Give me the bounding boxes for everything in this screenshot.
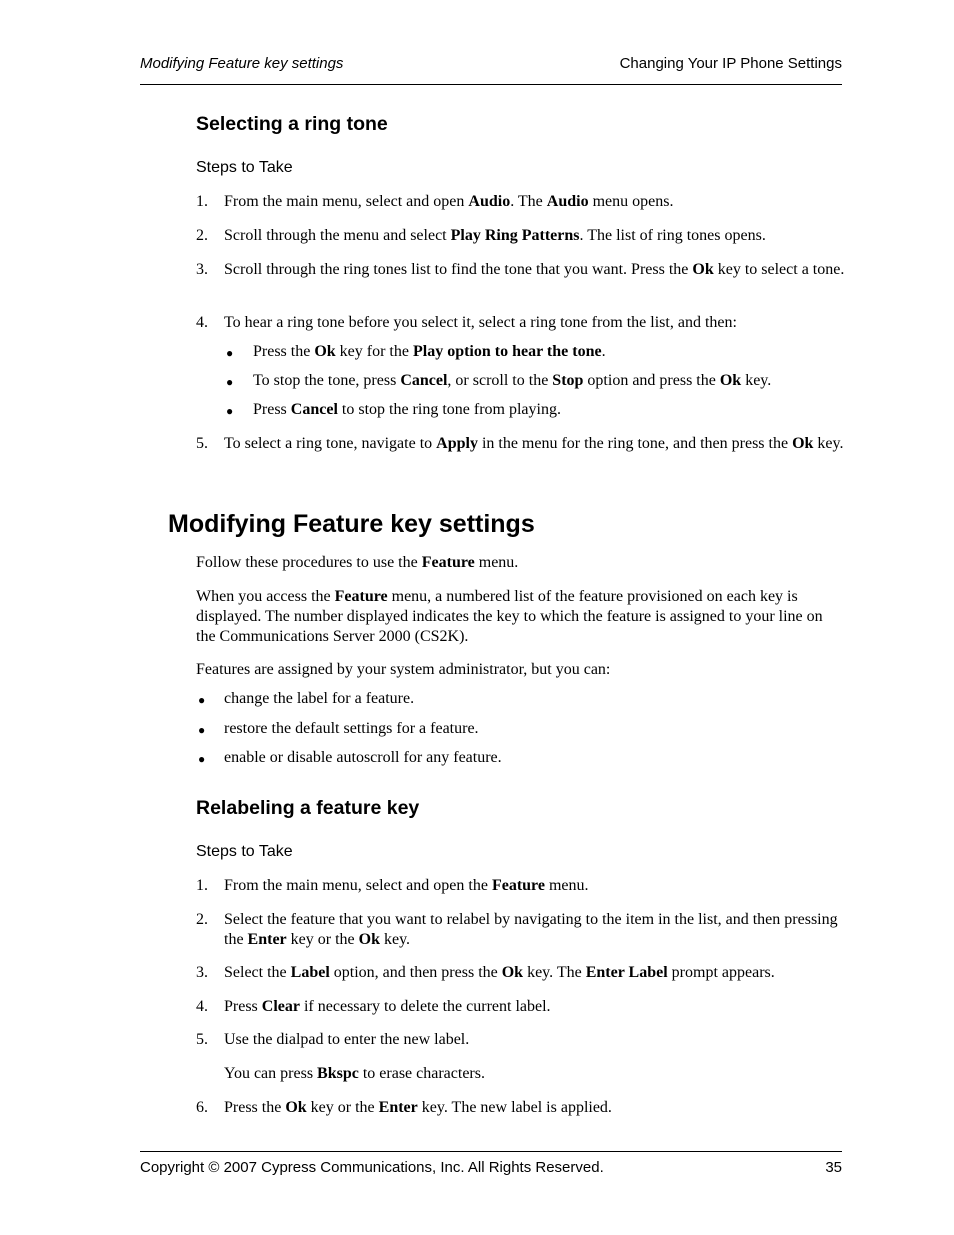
bold-term: Clear: [261, 998, 300, 1015]
page-number: 35: [825, 1159, 842, 1176]
bold-term: Play Ring Patterns: [450, 227, 580, 244]
feature-intro-paragraph: Follow these procedures to use the Feature menu.: [196, 554, 519, 571]
step-number: 2.: [196, 911, 208, 928]
ring-step-2: Scroll through the menu and select Play Ring Patterns. The list of ring tones opens.: [224, 227, 766, 244]
step-number: 5.: [196, 435, 208, 452]
relabel-step-2: Select the feature that you want to relabel by navigating to the item in the list, and then pressing the Enter key or the Ok key.: [224, 911, 838, 948]
ring-sub-bullet-2: To stop the tone, press Cancel, or scroll to the Stop option and press the Ok key.: [253, 372, 772, 389]
heading-modifying-feature-key-settings: Modifying Feature key settings: [168, 510, 535, 538]
bold-term: Ok: [358, 931, 380, 948]
step-number: 4.: [196, 314, 208, 331]
running-header-chapter: Changing Your IP Phone Settings: [619, 55, 842, 72]
ring-step-4: To hear a ring tone before you select it, select a ring tone from the list, and then:: [224, 314, 737, 331]
bold-term: Audio: [546, 193, 589, 210]
feature-bullet-3: enable or disable autoscroll for any feature.: [224, 749, 502, 766]
ring-step-3: Scroll through the ring tones list to find the tone that you want. Press the Ok key to select a tone.: [224, 261, 845, 278]
step-number: 1.: [196, 193, 208, 210]
heading-relabeling-feature-key: Relabeling a feature key: [196, 797, 420, 819]
bold-term: Stop: [552, 372, 584, 389]
bold-term: Ok: [792, 435, 814, 452]
relabel-step-1: From the main menu, select and open the Feature menu.: [224, 877, 589, 894]
ring-sub-bullet-3: Press Cancel to stop the ring tone from playing.: [253, 401, 561, 418]
footer-copyright: Copyright © 2007 Cypress Communications, Inc. All Rights Reserved.: [140, 1159, 604, 1176]
bullet-icon: ●: [198, 723, 206, 737]
feature-bullet-1: change the label for a feature.: [224, 690, 415, 707]
bold-term: Cancel: [400, 372, 448, 389]
ring-step-5: To select a ring tone, navigate to Apply in the menu for the ring tone, and then press the Ok key.: [224, 435, 844, 452]
bullet-icon: ●: [226, 346, 234, 360]
bold-term: Enter Label: [585, 964, 668, 981]
step-number: 3.: [196, 261, 208, 278]
bold-term: Ok: [692, 261, 714, 278]
feature-capabilities-intro: Features are assigned by your system administrator, but you can:: [196, 661, 611, 678]
bold-term: Feature: [421, 554, 475, 571]
relabel-step-4: Press Clear if necessary to delete the current label.: [224, 998, 551, 1015]
heading-selecting-ring-tone: Selecting a ring tone: [196, 113, 388, 135]
step-number: 4.: [196, 998, 208, 1015]
bold-term: Ok: [501, 964, 524, 981]
bold-term: Ok: [314, 343, 336, 360]
relabel-step-5: Use the dialpad to enter the new label.: [224, 1031, 470, 1048]
ring-sub-bullet-1: Press the Ok key for the Play option to hear the tone.: [253, 343, 606, 360]
bold-term: Ok: [719, 372, 742, 389]
bullet-icon: ●: [198, 752, 206, 766]
footer-rule: [140, 1151, 842, 1152]
bold-term: Feature: [491, 877, 545, 894]
steps-to-take-label: Steps to Take: [196, 843, 293, 860]
bold-term: Apply: [436, 435, 478, 452]
bullet-icon: ●: [226, 404, 234, 418]
step-number: 2.: [196, 227, 208, 244]
feature-bullet-2: restore the default settings for a feature.: [224, 720, 479, 737]
step-number: 3.: [196, 964, 208, 981]
bold-term: Enter: [378, 1099, 418, 1116]
bullet-icon: ●: [226, 375, 234, 389]
bold-term: Cancel: [290, 401, 338, 418]
running-header-section: Modifying Feature key settings: [140, 55, 344, 72]
bold-term: Bkspc: [317, 1065, 359, 1082]
steps-to-take-label: Steps to Take: [196, 159, 293, 176]
header-rule: [140, 84, 842, 85]
feature-description-paragraph: When you access the Feature menu, a numbered list of the feature provisioned on each key is displayed. The number displayed indicates the key to which the feature is assigned to your line on the Communications Server 2000 (CS2K).: [196, 588, 823, 645]
bold-term: Ok: [285, 1099, 307, 1116]
bold-term: Feature: [334, 588, 388, 605]
step-number: 5.: [196, 1031, 208, 1048]
bold-term: Label: [290, 964, 330, 981]
ring-step-1: From the main menu, select and open Audio. The Audio menu opens.: [224, 193, 674, 210]
step-number: 6.: [196, 1099, 208, 1116]
bold-term: Audio: [468, 193, 511, 210]
bullet-icon: ●: [198, 693, 206, 707]
relabel-step-5-note: You can press Bkspc to erase characters.: [224, 1065, 485, 1082]
step-number: 1.: [196, 877, 208, 894]
bold-term: Play option to hear the tone: [412, 343, 602, 360]
relabel-step-3: Select the Label option, and then press the Ok key. The Enter Label prompt appears.: [224, 964, 775, 981]
bold-term: Enter: [247, 931, 287, 948]
relabel-step-6: Press the Ok key or the Enter key. The new label is applied.: [224, 1099, 612, 1116]
